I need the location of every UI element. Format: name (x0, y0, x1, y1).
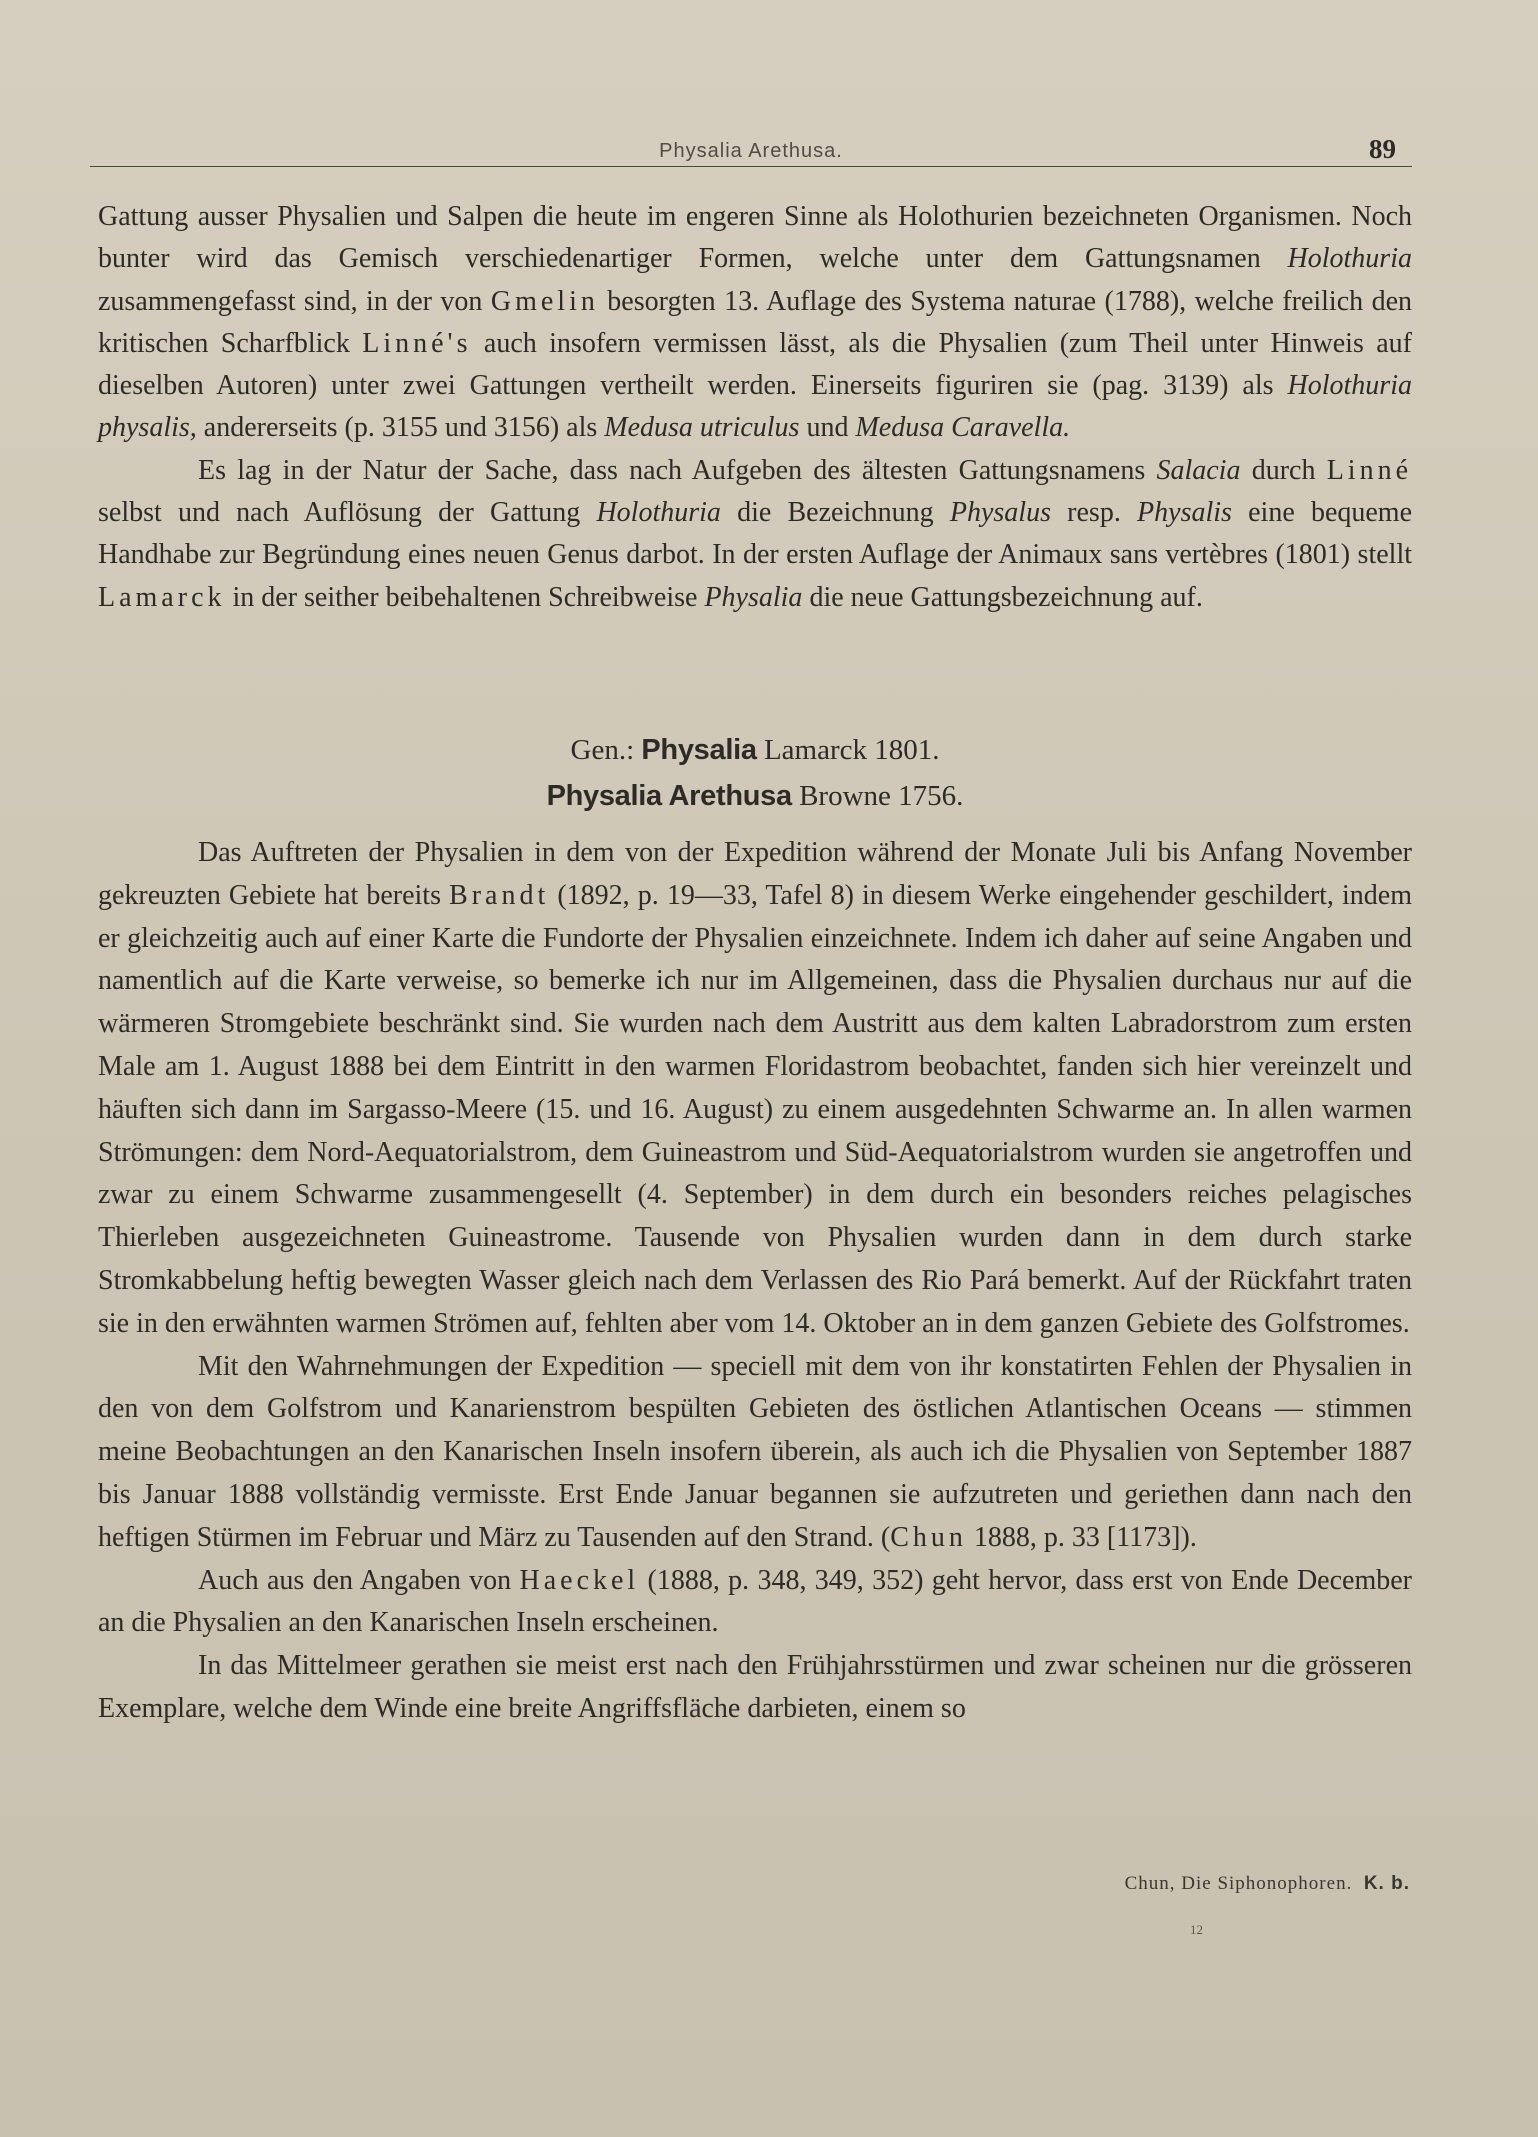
paragraph-5: Auch aus den Angaben von Haeckel (1888, p. 348, 349, 352) geht hervor, dass erst von Ende December an die Physalien an den Kanarischen Inseln erscheinen. (98, 1564, 1412, 1639)
paragraph-1: Gattung ausser Physalien und Salpen die heute im engeren Sinne als Holothurien bezeichneten Organismen. Noch bunter wird das Gemisch verschiedenartiger Formen, welche unter dem Gattungsnamen Holothuria zusammengefasst sind, in der von Gmelin besorgten 13. Auflage des Systema naturae (1788), welche freilich den kritischen Scharfblick Linné's auch insofern vermissen lässt, als die Physalien (zum Theil unter Hinweis auf dieselben Autoren) unter zwei Gattungen vertheilt werden. Einerseits figuriren sie (pag. 3139) als Holothuria physalis, andererseits (p. 3155 und 3156) als Medusa utriculus und Medusa Caravella. (98, 201, 1412, 444)
paragraph-3: Das Auftreten der Physalien in dem von der Expedition während der Monate Juli bis Anfang November gekreuzten Gebiete hat bereits Brandt (1892, p. 19—33, Tafel 8) in diesem Werke eingehender geschildert, indem er gleichzeitig auch auf einer Karte die Fundorte der Physalien einzeichnete. Indem ich daher auf seine Angaben und namentlich auf die Karte verweise, so bemerke ich nur im Allgemeinen, dass die Physalien durchaus nur auf die wärmeren Stromgebiete beschränkt sind. Sie wurden nach dem Austritt aus dem kalten Labradorstrom zum ersten Male am 1. August 1888 bei dem Eintritt in den warmen Floridastrom beobachtet, fanden sich hier vereinzelt und häuften sich dann im Sargasso-Meere (15. und 16. August) zu einem ausgedehnten Schwarme an. In allen warmen Strömungen: dem Nord-Aequatorialstrom, dem Guineastrom und Süd-Aequatorialstrom wurden sie angetroffen und zwar zu einem Schwarme zusammengesellt (4. September) in dem durch ein besonders reiches pelagisches Thierleben ausgezeichneten Guineastrome. Tausende von Physalien wurden dann in dem durch starke Stromkabbelung heftig bewegten Wasser gleich nach dem Verlassen des Rio Pará bemerkt. Auf der Rückfahrt traten sie in den erwähnten warmen Strömen auf, fehlten aber vom 14. Oktober an in dem ganzen Gebiete des Golfstromes. (98, 837, 1413, 1339)
paragraph-6: In das Mittelmeer gerathen sie meist erst nach den Frühjahrsstürmen und zwar scheinen nur die grösseren Exemplare, welche dem Winde eine breite Angriffsfläche darbieten, einem so (98, 1650, 1412, 1724)
paragraph-2: Es lag in der Natur der Sache, dass nach Aufgeben des ältesten Gattungsnamens Salacia durch Linné selbst und nach Auflösung der Gattung Holothuria die Bezeichnung Physalus resp. Physalis eine bequeme Handhabe zur Begründung eines neuen Genus darbot. In der ersten Auflage der Animaux sans vertèbres (1801) stellt Lamarck in der seither beibehaltenen Schreibweise Physalia die neue Gattungsbezeichnung auf. (98, 454, 1413, 613)
text-block-top (98, 196, 1412, 619)
text-block-main (98, 832, 1412, 1731)
running-header (90, 126, 1412, 167)
running-title: Physalia Arethusa. (659, 140, 843, 162)
species-heading: Physalia Arethusa Browne 1756. (546, 780, 964, 812)
page-number: 89 (1369, 134, 1396, 164)
footer-signature-line: Chun, Die Siphonophoren. K. b. (1124, 1873, 1410, 1894)
paragraph-4: Mit den Wahrnehmungen der Expedition — speciell mit dem von ihr konstatirten Fehlen der Physalien in den von dem Golfstrom und Kanarienstrom bespülten Gebieten des östlichen Atlantischen Oceans — stimmen meine Beobachtungen an den Kanarischen Inseln insofern überein, als auch ich die Physalien von September 1887 bis Januar 1888 vollständig vermisste. Erst Ende Januar begannen sie aufzutreten und geriethen dann nach den heftigen Stürmen im Februar und März zu Tausenden auf den Strand. (Chun 1888, p. 33 [1173]). (98, 1350, 1412, 1553)
sheet-number: 12 (1190, 1922, 1203, 1937)
genus-heading: Gen.: Physalia Lamarck 1801. (570, 734, 940, 766)
